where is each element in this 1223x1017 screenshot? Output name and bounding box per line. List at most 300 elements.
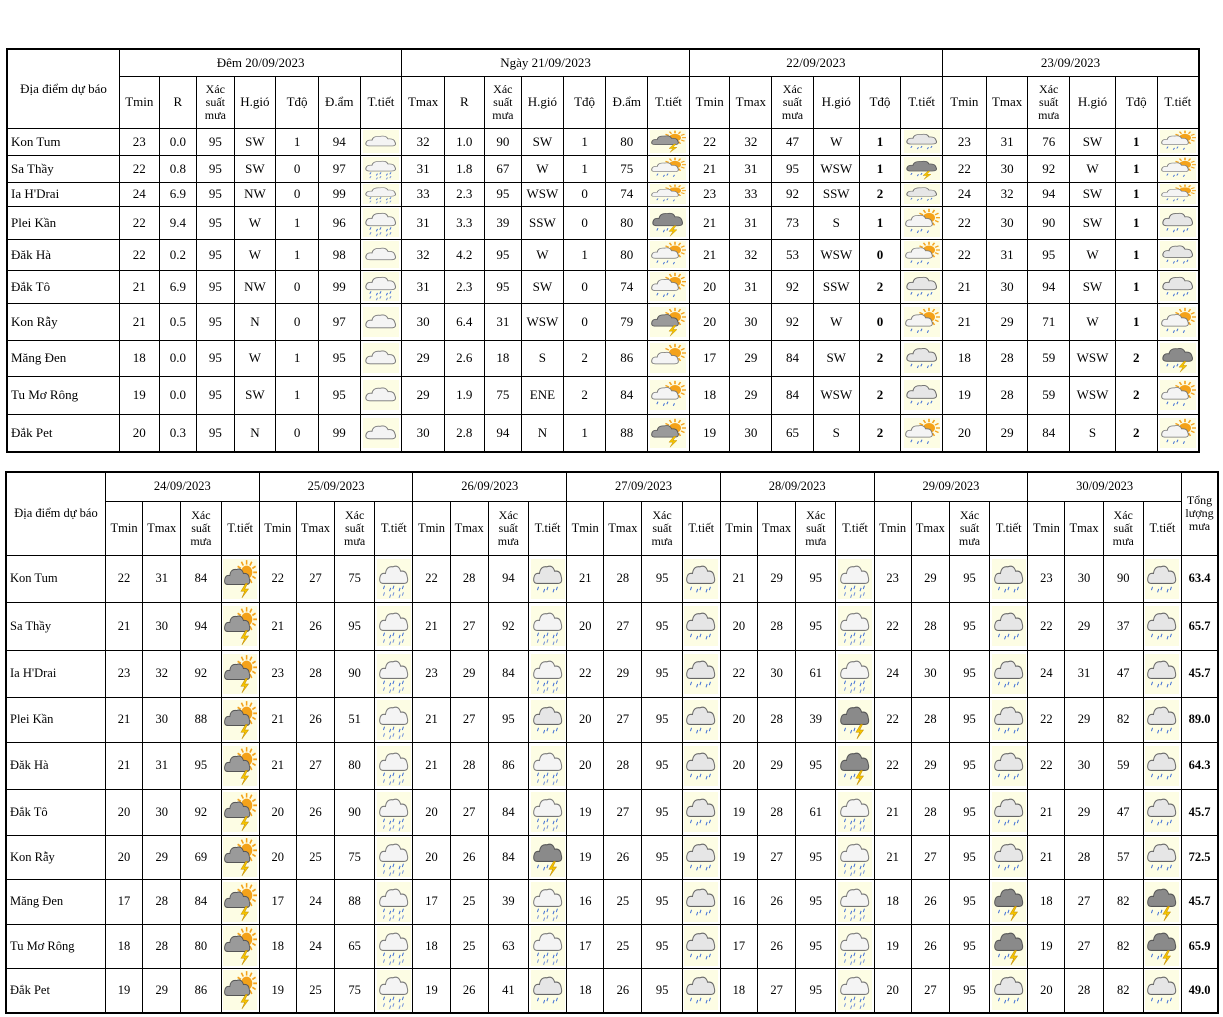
col-rain-probability-line: mưa (190, 533, 212, 548)
forecast-value: 0 (563, 182, 606, 206)
weather-cell (1157, 155, 1199, 182)
weather-cell (528, 968, 566, 1013)
table-row (7, 303, 1199, 340)
forecast-value: 20 (874, 968, 911, 1013)
forecast-value: 31 (402, 206, 445, 239)
forecast-value: 32 (143, 650, 181, 697)
forecast-value: 20 (120, 414, 160, 452)
group-header-1: 24/09/2023 (105, 472, 259, 501)
forecast-value: 28 (758, 602, 796, 650)
forecast-table-top (6, 48, 1200, 453)
weather-cell (901, 206, 943, 239)
forecast-value: 95 (772, 155, 814, 182)
forecast-value: 75 (335, 555, 375, 602)
forecast-value: 86 (181, 968, 221, 1013)
col-wind: H.gió (813, 76, 859, 128)
forecast-value: 21 (567, 555, 604, 602)
forecast-value: 47 (772, 128, 814, 155)
forecast-value: 84 (1028, 414, 1070, 452)
col-tmin: Tmin (120, 76, 160, 128)
forecast-value: 22 (720, 650, 757, 697)
drizzle-icon (837, 926, 872, 966)
forecast-table-bottom (5, 471, 1219, 1014)
forecast-value: 0.0 (159, 128, 197, 155)
weather-cell (990, 602, 1028, 650)
rain-cloud-icon (902, 130, 941, 153)
col-rain-probability (949, 501, 989, 555)
col-rain-probability-line: mưa (958, 533, 981, 548)
forecast-value: 95 (1028, 239, 1070, 270)
forecast-value: 29 (986, 414, 1028, 452)
forecast-value: SW (522, 270, 564, 303)
weather-cell (682, 697, 720, 742)
forecast-value: 22 (1028, 602, 1065, 650)
forecast-value: 27 (1065, 879, 1103, 924)
weather-cell (375, 968, 413, 1013)
drizzle-icon (362, 157, 401, 180)
table-row (7, 182, 1199, 206)
forecast-value: 1 (859, 128, 901, 155)
forecast-value: 21 (1028, 835, 1065, 879)
forecast-value: 30 (143, 789, 181, 835)
weather-cell (375, 555, 413, 602)
cloud-icon (362, 241, 401, 268)
weather-cell (990, 879, 1028, 924)
forecast-value: 27 (604, 602, 642, 650)
forecast-value: 95 (197, 155, 235, 182)
forecast-value: 84 (488, 650, 528, 697)
forecast-value: 95 (197, 239, 235, 270)
storm-cloud-icon (1145, 882, 1180, 922)
forecast-value: 27 (450, 602, 488, 650)
forecast-value: 2 (859, 376, 901, 414)
col-rain-probability (642, 501, 682, 555)
drizzle-icon (362, 184, 401, 204)
forecast-value: 26 (604, 835, 642, 879)
forecast-value: 57 (1103, 835, 1143, 879)
forecast-value: 95 (796, 924, 836, 968)
rain-sun-icon (1159, 157, 1197, 180)
forecast-value: 23 (413, 650, 450, 697)
storm-sun-icon (223, 606, 258, 646)
forecast-value: 21 (874, 835, 911, 879)
rain-sun-icon (1159, 380, 1197, 410)
forecast-value: 30 (730, 303, 772, 340)
forecast-value: 24 (296, 924, 334, 968)
forecast-value: 18 (874, 879, 911, 924)
col-rain-probability-line: suất (205, 94, 225, 109)
drizzle-icon (376, 837, 411, 877)
group-header-6: 29/09/2023 (874, 472, 1028, 501)
forecast-value: 26 (758, 879, 796, 924)
forecast-value: 95 (197, 303, 235, 340)
forecast-value: 22 (874, 742, 911, 789)
rain-cloud-icon (902, 380, 941, 410)
weather-cell (648, 182, 690, 206)
weather-cell (1157, 128, 1199, 155)
forecast-value: SW (234, 155, 276, 182)
weather-cell (360, 206, 402, 239)
col-wind: H.gió (1070, 76, 1116, 128)
forecast-value: 1 (563, 128, 606, 155)
forecast-value: 23 (120, 128, 160, 155)
forecast-value: 20 (105, 835, 142, 879)
col-tmin: Tmin (689, 76, 730, 128)
cloud-icon (362, 130, 401, 153)
location-name: Kon Tum (7, 128, 120, 155)
storm-sun-icon (223, 970, 258, 1010)
storm-cloud-icon (902, 157, 941, 180)
forecast-value: 73 (772, 206, 814, 239)
forecast-value: 18 (689, 376, 730, 414)
forecast-value: 22 (1028, 697, 1065, 742)
forecast-value: 26 (450, 968, 488, 1013)
total-rain-value: 63.4 (1182, 555, 1219, 602)
storm-cloud-icon (1159, 343, 1197, 373)
forecast-value: WSW (522, 303, 564, 340)
col-rain-probability-line: suất (1113, 520, 1133, 535)
forecast-value: 16 (567, 879, 604, 924)
weather-cell (901, 303, 943, 340)
forecast-value: 6.9 (159, 182, 197, 206)
forecast-value: 25 (604, 924, 642, 968)
forecast-value: 21 (259, 742, 296, 789)
rain-sun-icon (902, 418, 941, 448)
forecast-value: 26 (296, 697, 334, 742)
forecast-value: 18 (1028, 879, 1065, 924)
drizzle-icon (376, 606, 411, 646)
forecast-value: 29 (143, 835, 181, 879)
forecast-value: 30 (402, 414, 445, 452)
forecast-value: SW (234, 128, 276, 155)
forecast-value: 28 (604, 742, 642, 789)
forecast-value: 0.8 (159, 155, 197, 182)
forecast-value: 84 (488, 835, 528, 879)
forecast-value: 20 (689, 270, 730, 303)
weather-cell (221, 968, 259, 1013)
cloud-icon (362, 307, 401, 337)
rain-cloud-icon (1145, 970, 1180, 1010)
forecast-value: 20 (413, 789, 450, 835)
weather-cell (648, 340, 690, 376)
col-tdo: Tđộ (859, 76, 901, 128)
group-header-5: 28/09/2023 (720, 472, 874, 501)
col-rain-probability-line: Xác (652, 507, 672, 522)
storm-sun-icon (223, 837, 258, 877)
weather-cell (901, 376, 943, 414)
forecast-value: 1 (1115, 303, 1157, 340)
forecast-value: 95 (197, 206, 235, 239)
drizzle-icon (376, 792, 411, 832)
forecast-value: 29 (911, 742, 949, 789)
weather-cell (221, 789, 259, 835)
rain-sun-icon (902, 208, 941, 237)
forecast-value: W (813, 303, 859, 340)
col-rain-probability-line: mưa (651, 533, 673, 548)
weather-cell (682, 555, 720, 602)
rain-cloud-icon (684, 792, 719, 832)
forecast-value: 76 (1028, 128, 1070, 155)
col-rain-probability-line: Xác (498, 507, 518, 522)
forecast-value: 17 (689, 340, 730, 376)
forecast-value: 92 (488, 602, 528, 650)
forecast-value: 24 (1028, 650, 1065, 697)
forecast-value: 1.0 (445, 128, 485, 155)
storm-cloud-icon (991, 882, 1026, 922)
forecast-value: 95 (484, 270, 522, 303)
forecast-value: 1 (276, 206, 319, 239)
drizzle-icon (530, 606, 565, 646)
table-row (7, 206, 1199, 239)
col-rain-probability (197, 76, 235, 128)
rain-sun-icon (902, 241, 941, 268)
forecast-value: SW (522, 128, 564, 155)
forecast-value: 31 (986, 128, 1028, 155)
forecast-value: 28 (296, 650, 334, 697)
forecast-value: NW (234, 270, 276, 303)
forecast-value: 21 (689, 206, 730, 239)
forecast-value: 21 (413, 742, 450, 789)
weather-cell (1143, 968, 1181, 1013)
forecast-value: 80 (335, 742, 375, 789)
forecast-value: 30 (758, 650, 796, 697)
forecast-value: 23 (259, 650, 296, 697)
forecast-value: 0 (563, 270, 606, 303)
forecast-value: 69 (181, 835, 221, 879)
forecast-value: 31 (143, 555, 181, 602)
total-rain-value: 64.3 (1182, 742, 1219, 789)
rain-sun-icon (1159, 307, 1197, 337)
forecast-value: 29 (143, 968, 181, 1013)
table-row (6, 742, 1218, 789)
weather-cell (528, 879, 566, 924)
forecast-value: 90 (335, 650, 375, 697)
col-tmax: Tmax (402, 76, 445, 128)
weather-cell (901, 270, 943, 303)
col-rain-probability (181, 501, 221, 555)
col-rain-probability-line: Xác (493, 81, 513, 96)
forecast-value: 74 (606, 270, 648, 303)
forecast-value: 0.0 (159, 376, 197, 414)
col-r: R (445, 76, 485, 128)
forecast-value: 30 (986, 270, 1028, 303)
forecast-value: WSW (813, 376, 859, 414)
forecast-value: 1 (1115, 270, 1157, 303)
forecast-value: 22 (105, 555, 142, 602)
forecast-value: 80 (606, 206, 648, 239)
weather-cell (648, 128, 690, 155)
forecast-value: 1 (1115, 182, 1157, 206)
forecast-value: 79 (606, 303, 648, 340)
forecast-value: 20 (720, 697, 757, 742)
rain-cloud-icon (1159, 272, 1197, 301)
forecast-value: SSW (813, 270, 859, 303)
col-rain-probability (796, 501, 836, 555)
forecast-value: 88 (335, 879, 375, 924)
forecast-value: 92 (1028, 155, 1070, 182)
rain-cloud-icon (684, 926, 719, 966)
rain-cloud-icon (1145, 700, 1180, 740)
storm-cloud-icon (991, 926, 1026, 966)
forecast-value: 19 (120, 376, 160, 414)
forecast-value: 28 (911, 697, 949, 742)
forecast-value: 22 (413, 555, 450, 602)
forecast-value: 27 (1065, 924, 1103, 968)
forecast-value: 32 (730, 128, 772, 155)
col-wx: T.tiết (528, 501, 566, 555)
forecast-value: 28 (758, 697, 796, 742)
weather-cell (901, 414, 943, 452)
weather-cell (1157, 206, 1199, 239)
forecast-value: S (1070, 414, 1116, 452)
forecast-value: 19 (413, 968, 450, 1013)
weather-cell (528, 650, 566, 697)
forecast-value: S (813, 414, 859, 452)
forecast-value: 23 (942, 128, 986, 155)
sun-cloud-icon (649, 343, 688, 373)
weather-cell (360, 303, 402, 340)
col-rain-probability-line: mưa (204, 107, 226, 122)
weather-cell (360, 340, 402, 376)
forecast-value: 20 (689, 303, 730, 340)
location-name: Sa Thầy (6, 602, 105, 650)
rain-cloud-icon (1145, 559, 1180, 599)
forecast-value: 4.2 (445, 239, 485, 270)
rain-cloud-icon (1145, 792, 1180, 832)
rain-cloud-icon (1159, 208, 1197, 237)
forecast-value: 19 (689, 414, 730, 452)
table-row (6, 697, 1218, 742)
forecast-value: 75 (484, 376, 522, 414)
location-name: Sa Thầy (7, 155, 120, 182)
rain-cloud-icon (991, 700, 1026, 740)
forecast-value: 95 (796, 968, 836, 1013)
forecast-value: 95 (484, 182, 522, 206)
forecast-value: 84 (772, 340, 814, 376)
col-rain-probability-line: Xác (1113, 507, 1133, 522)
forecast-value: 2 (563, 340, 606, 376)
col-wx: T.tiết (1157, 76, 1199, 128)
forecast-value: 3.3 (445, 206, 485, 239)
forecast-value: 25 (296, 835, 334, 879)
weather-cell (990, 742, 1028, 789)
rain-cloud-icon (684, 746, 719, 786)
forecast-value: 39 (484, 206, 522, 239)
forecast-value: 32 (402, 128, 445, 155)
weather-cell (901, 128, 943, 155)
forecast-value: 29 (730, 376, 772, 414)
forecast-value: 95 (642, 697, 682, 742)
forecast-value: 84 (772, 376, 814, 414)
forecast-value: 92 (772, 270, 814, 303)
forecast-value: 31 (484, 303, 522, 340)
col-rain-probability-line: suất (652, 520, 672, 535)
drizzle-icon (376, 882, 411, 922)
forecast-value: 1 (859, 206, 901, 239)
weather-cell (528, 697, 566, 742)
forecast-value: 19 (105, 968, 142, 1013)
forecast-value: 22 (259, 555, 296, 602)
location-name: Plei Kần (7, 206, 120, 239)
forecast-value: 19 (567, 835, 604, 879)
weather-cell (360, 414, 402, 452)
forecast-value: 0.0 (159, 340, 197, 376)
location-name: Ia H'Drai (6, 650, 105, 697)
weather-cell (375, 602, 413, 650)
forecast-value: 18 (259, 924, 296, 968)
forecast-value: 18 (413, 924, 450, 968)
rain-cloud-icon (1145, 606, 1180, 646)
forecast-value: 90 (484, 128, 522, 155)
forecast-value: 2 (563, 376, 606, 414)
forecast-value: 22 (942, 206, 986, 239)
col-rain-probability-line: mưa (497, 533, 519, 548)
header-row-columns (6, 501, 1218, 555)
col-rain-probability (488, 501, 528, 555)
forecast-value: 2 (1115, 340, 1157, 376)
forecast-value: 2 (1115, 376, 1157, 414)
weather-cell (682, 924, 720, 968)
forecast-value: 30 (1065, 555, 1103, 602)
rain-cloud-icon (684, 700, 719, 740)
forecast-value: 31 (402, 270, 445, 303)
forecast-value: N (234, 303, 276, 340)
forecast-value: 2.6 (445, 340, 485, 376)
weather-cell (221, 835, 259, 879)
forecast-value: 31 (402, 155, 445, 182)
location-name: Măng Đen (7, 340, 120, 376)
forecast-value: 26 (604, 968, 642, 1013)
col-rain-probability-line: Xác (1039, 81, 1059, 96)
col-tmin: Tmin (874, 501, 911, 555)
col-tmax: Tmax (1065, 501, 1103, 555)
col-rain-probability-line: suất (191, 520, 211, 535)
forecast-value: 27 (296, 742, 334, 789)
drizzle-icon (362, 272, 401, 301)
forecast-value: W (813, 128, 859, 155)
forecast-value: 95 (949, 789, 989, 835)
forecast-value: 21 (120, 270, 160, 303)
forecast-value: 19 (720, 789, 757, 835)
forecast-value: 21 (259, 602, 296, 650)
forecast-value: 30 (986, 155, 1028, 182)
weather-cell (682, 835, 720, 879)
forecast-value: 22 (874, 697, 911, 742)
forecast-value: 61 (796, 650, 836, 697)
weather-cell (836, 742, 874, 789)
forecast-value: 2.3 (445, 182, 485, 206)
drizzle-icon (362, 208, 401, 237)
forecast-value: 21 (105, 697, 142, 742)
drizzle-icon (376, 654, 411, 694)
forecast-value: 1 (1115, 128, 1157, 155)
forecast-value: 19 (567, 789, 604, 835)
forecast-value: 30 (911, 650, 949, 697)
rain-cloud-icon (684, 882, 719, 922)
forecast-value: 95 (796, 742, 836, 789)
col-tmax: Tmax (450, 501, 488, 555)
col-tmin: Tmin (720, 501, 757, 555)
col-tmax: Tmax (604, 501, 642, 555)
forecast-value: 6.9 (159, 270, 197, 303)
forecast-value: NW (234, 182, 276, 206)
forecast-value: 18 (942, 340, 986, 376)
weather-cell (1143, 789, 1181, 835)
forecast-value: 22 (120, 206, 160, 239)
col-rain-probability-line: mưa (1038, 107, 1060, 122)
forecast-value: 19 (874, 924, 911, 968)
col-wind: H.gió (234, 76, 276, 128)
